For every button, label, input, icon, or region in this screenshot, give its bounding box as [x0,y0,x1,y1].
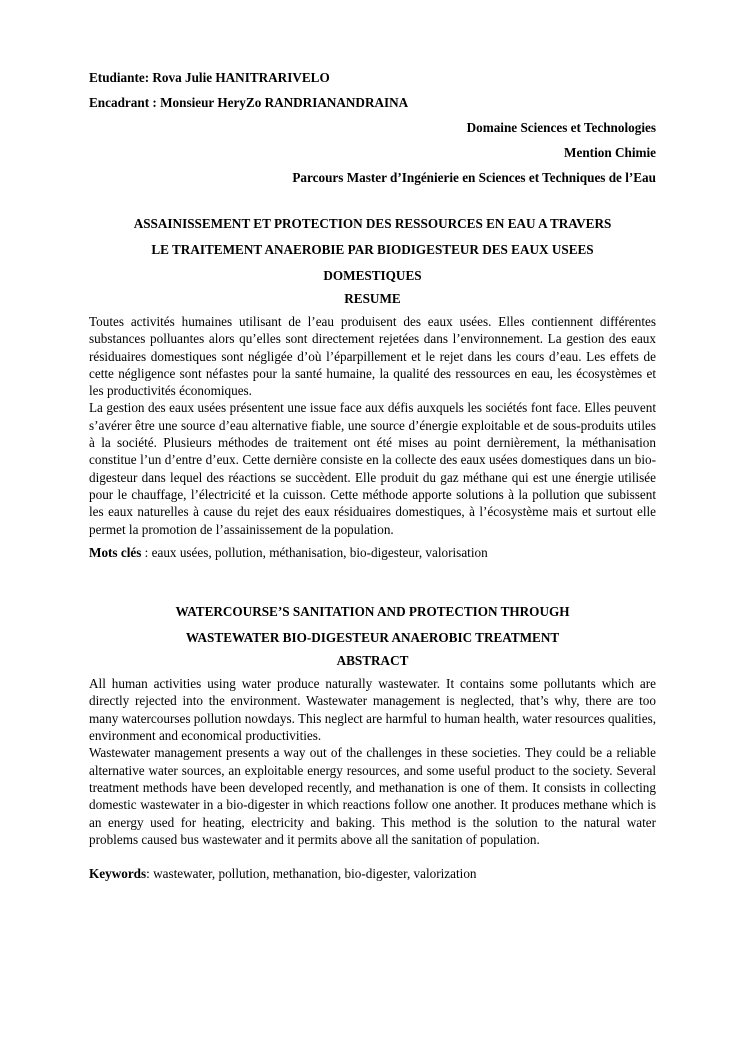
document-page [89,68,656,882]
french-keywords-label: Mots clés [89,544,142,560]
supervisor-name: Encadrant : Monsieur HeryZo RANDRIANANDRAINA [89,95,409,110]
english-title [89,599,656,651]
mention-line: Mention Chimie [564,145,656,160]
french-title [89,211,656,289]
french-keywords [89,544,656,561]
resume-heading: RESUME [344,291,401,306]
english-keywords-label: Keywords [89,866,147,882]
parcours-line: Parcours Master d’Ingénierie en Sciences et Techniques de l’Eau [292,170,656,185]
resume-paragraph-2: La gestion des eaux usées présentent une issue face aux défis auxquels les sociétés font face. Elles peuvent s’avérer être une source d’eau alternative fiable, une source d’énergie exploitable et de sous-produits utiles à la société. Plusieurs méthodes de traitement ont été mises au point dernièrement, la méthanisation constitue l’un d’entre d’eux. Cette dernière consiste en la collecte des eaux usées domestiques dans un bio-digesteur dans lequel des réactions se succèdent. Elle produit du gaz méthane qui est une énergie utilisée pour le chauffage, l’électricité et la cuisson. Cette méthode apporte solutions à la pollution que subissent les eaux naturelles à cause du rejet des eaux résiduaires domestiques, à l’écosystème mais et surtout elle permet la promotion de l’assainissement de la population. [89,400,656,537]
french-title-line-3: DOMESTIQUES [323,268,422,283]
english-title-line-1: WATERCOURSE’S SANITATION AND PROTECTION THROUGH [175,604,570,620]
abstract-paragraph-2: Wastewater management presents a way out of the challenges in these societies. They could be a reliable alternative water sources, an exploitable energy resources, and some useful product to the society. Several treatment methods have been developed recently, and methanation is one of them. It consists in collecting domestic wastewater in a bio-digester in which reactions follow one another. It produces methane which is an energy used for heating, electricity and baking. This method is the solution to the natural water problems caused bus wastewater and it permits above all the sanitation of population. [89,745,656,847]
resume-paragraph-1: Toutes activités humaines utilisant de l’eau produisent des eaux usées. Elles contiennent différentes substances polluantes alors qu’elles sont directement rejetées dans l’environnement. La gestion des eaux résiduaires domestiques sont négligée d’où l’éparpillement et le rejet dans les cours d’eau. Les effets de cette négligence sont néfastes pour la santé humaine, la qualité des ressources en eau, les écosystèmes et les productivités économiques. [89,314,656,399]
student-name: Etudiante: Rova Julie HANITRARIVELO [89,70,330,85]
abstract-paragraph-1: All human activities using water produce naturally wastewater. It contains some pollutants which are directly rejected into the environment. Wastewater management is neglected, that’s why, there are too many watercourses pollution nowdays. This neglect are harmful to human health, water resources qualities, environment and economical productivities. [89,676,656,744]
domain-line: Domaine Sciences et Technologies [466,120,656,135]
abstract-heading: ABSTRACT [336,653,409,669]
french-title-line-2: LE TRAITEMENT ANAEROBIE PAR BIODIGESTEUR DES EAUX USEES [151,242,594,257]
french-title-line-1: ASSAINISSEMENT ET PROTECTION DES RESSOURCES EN EAU A TRAVERS [133,216,612,231]
english-keywords-text: : wastewater, pollution, methanation, bio-digester, valorization [146,866,477,882]
french-keywords-text: : eaux usées, pollution, méthanisation, bio-digesteur, valorisation [141,544,488,560]
english-title-line-2: WASTEWATER BIO-DIGESTEUR ANAEROBIC TREATMENT [185,630,560,646]
english-keywords [89,865,656,882]
